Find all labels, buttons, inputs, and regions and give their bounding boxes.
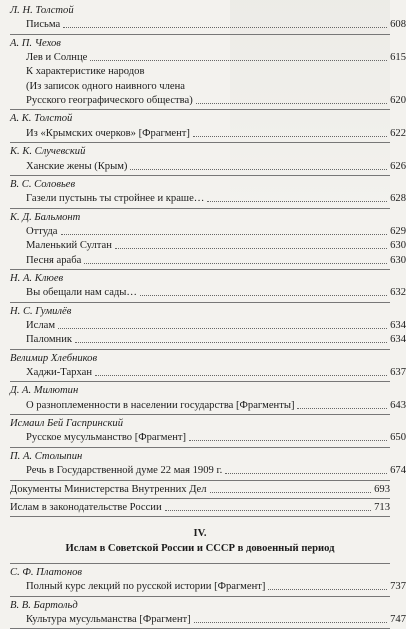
toc-entry-title [10, 501, 390, 514]
author-name-text: Велимир Хлебников [10, 352, 98, 364]
author-name [10, 417, 390, 430]
page-number: 628 [390, 193, 406, 205]
separator-line [10, 269, 390, 270]
separator-line [10, 109, 390, 110]
dot-leader [90, 60, 387, 61]
toc-entry-title [10, 239, 406, 252]
dot-leader [130, 169, 387, 170]
toc-entry-title-text: Русское мусульманство [Фрагмент] [26, 432, 187, 444]
toc-entry-title-text: Вы обещали нам сады… [26, 287, 137, 299]
separator-line [10, 498, 390, 499]
separator-line [10, 480, 390, 481]
section-title [10, 542, 390, 555]
author-name [10, 37, 390, 50]
separator-line [10, 175, 390, 176]
toc-entry-title-text: Документы Министерства Внутренних Дел [10, 483, 207, 495]
dot-leader [115, 248, 387, 249]
toc-entry-title-text: Оттуда [26, 225, 58, 237]
toc-entry-title [10, 192, 406, 205]
dot-leader [207, 201, 387, 202]
dot-leader [63, 27, 387, 28]
toc-entry-title [10, 65, 406, 78]
toc-entry-title-text: Паломник [26, 334, 73, 346]
dot-leader [268, 589, 387, 590]
toc-entry-title [10, 366, 406, 379]
page-number: 622 [390, 127, 406, 139]
page-number: 634 [390, 334, 406, 346]
author-name [10, 145, 390, 158]
page-number: 650 [390, 432, 406, 444]
author-name-text: А. К. Толстой [10, 113, 73, 125]
author-name-text: В. С. Соловьев [10, 178, 76, 190]
toc-entry-title-text: К характеристике народов [26, 66, 145, 78]
dot-leader [84, 263, 387, 264]
page-number: 737 [390, 581, 406, 593]
dot-leader [193, 136, 387, 137]
page-number: 629 [390, 225, 406, 237]
author-name-text: С. Ф. Платонов [10, 566, 82, 578]
author-name [10, 4, 390, 17]
toc-entry-title [10, 94, 406, 107]
separator-line [10, 349, 390, 350]
author-name [10, 450, 390, 463]
author-name-text: К. К. Случевский [10, 146, 86, 158]
section-number-text: IV. [193, 528, 207, 540]
toc-entry-title [10, 286, 406, 299]
dot-leader [75, 342, 387, 343]
toc-page [10, 0, 406, 625]
toc-entry-title [10, 51, 406, 64]
toc-entry-title-text: Культура мусульманства [Фрагмент] [26, 613, 191, 625]
author-name [10, 352, 390, 365]
author-name-text: В. В. Бартольд [10, 599, 78, 611]
page-number: 615 [390, 52, 406, 64]
author-name [10, 384, 390, 397]
dot-leader [165, 510, 371, 511]
dot-leader [194, 622, 387, 623]
page-number: 630 [390, 254, 406, 266]
separator-line [10, 596, 390, 597]
toc-entry-title [10, 580, 406, 593]
page-number: 608 [390, 19, 406, 31]
author-name-text: Н. А. Клюев [10, 272, 64, 284]
author-name-text: Исмаил Бей Гаспринский [10, 418, 124, 430]
author-name [10, 178, 390, 191]
page-number: 630 [390, 240, 406, 252]
author-name-text: Л. Н. Толстой [10, 5, 74, 16]
toc-entry-title [10, 613, 406, 626]
dot-leader [225, 473, 387, 474]
toc-entry-title-text: Письма [26, 19, 61, 31]
toc-entry-title [10, 225, 406, 238]
dot-leader [58, 328, 387, 329]
toc-entry-title [10, 80, 406, 93]
separator-line [10, 447, 390, 448]
toc-entry-title-text: (Из записок одного наивного члена [26, 80, 185, 92]
dot-leader [95, 375, 387, 376]
author-name [10, 599, 390, 612]
dot-leader [297, 408, 387, 409]
toc-entry-title-text: Из «Крымских очерков» [Фрагмент] [26, 127, 190, 139]
author-name [10, 272, 390, 285]
page-number: 626 [390, 160, 406, 172]
toc-entry-title [10, 160, 406, 173]
author-name [10, 305, 390, 318]
toc-entry-title-text: Ханские жены (Крым) [26, 160, 128, 172]
dot-leader [61, 234, 387, 235]
toc-entry-title-text: Речь в Государственной думе 22 мая 1909 г. [26, 465, 223, 477]
separator-line [10, 381, 390, 382]
author-name-text: Н. С. Гумилёв [10, 305, 72, 317]
author-name [10, 211, 390, 224]
toc-entry-title [10, 18, 406, 31]
dot-leader [210, 492, 371, 493]
author-name-text: А. П. Чехов [10, 37, 61, 49]
separator-line [10, 34, 390, 35]
separator-line [10, 208, 390, 209]
toc-entry-title-text: Газели пустынь ты стройнее и краше… [26, 193, 205, 205]
author-name-text: Д. А. Милютин [10, 385, 79, 397]
toc-entry-title [10, 254, 406, 267]
dot-leader [140, 295, 387, 296]
separator-line [10, 142, 390, 143]
separator-line [10, 563, 390, 564]
dot-leader [189, 440, 387, 441]
separator-line [10, 516, 390, 517]
page-number: 693 [374, 483, 390, 495]
page-number: 674 [390, 465, 406, 477]
separator-line [10, 414, 390, 415]
page-number: 634 [390, 320, 406, 331]
toc-entry-title [10, 431, 406, 444]
toc-entry-title-text: Полный курс лекций по русской истории [Фрагмент] [26, 581, 266, 593]
page-number: 747 [390, 613, 406, 625]
toc-entry-title-text: Русского географического общества) [26, 95, 193, 107]
toc-entry-title-text: Лев и Солнце [26, 52, 88, 64]
page-number: 637 [390, 367, 406, 379]
toc-entry-title [10, 464, 406, 477]
page-number: 713 [374, 501, 390, 513]
page-number: 643 [390, 399, 406, 411]
toc-entry-title-text: Песня араба [26, 254, 82, 266]
toc-entry-title [10, 127, 406, 140]
section-number [10, 527, 390, 540]
toc-entry-title [10, 483, 390, 496]
toc-entry-title [10, 319, 406, 332]
dot-leader [196, 103, 387, 104]
toc-entry-title [10, 399, 406, 412]
toc-entry-title-text: Хаджи-Тархан [26, 367, 92, 379]
page-number: 620 [390, 95, 406, 107]
author-name [10, 566, 390, 579]
toc-entry-title-text: Ислам [26, 320, 56, 331]
toc-entry-title-text: О разноплеменности в населении государства [Фрагменты] [26, 399, 295, 411]
page-number: 632 [390, 287, 406, 299]
author-name-text: К. Д. Бальмонт [10, 211, 81, 223]
author-name-text: П. А. Столыпин [10, 450, 83, 462]
toc-entry-title [10, 333, 406, 346]
toc-entry-title-text: Ислам в законодательстве России [10, 501, 162, 513]
separator-line [10, 302, 390, 303]
section-title-text: Ислам в Советской России и СССР в довоенный период [65, 542, 335, 554]
toc-entry-title-text: Маленький Султан [26, 240, 112, 252]
author-name [10, 112, 390, 125]
